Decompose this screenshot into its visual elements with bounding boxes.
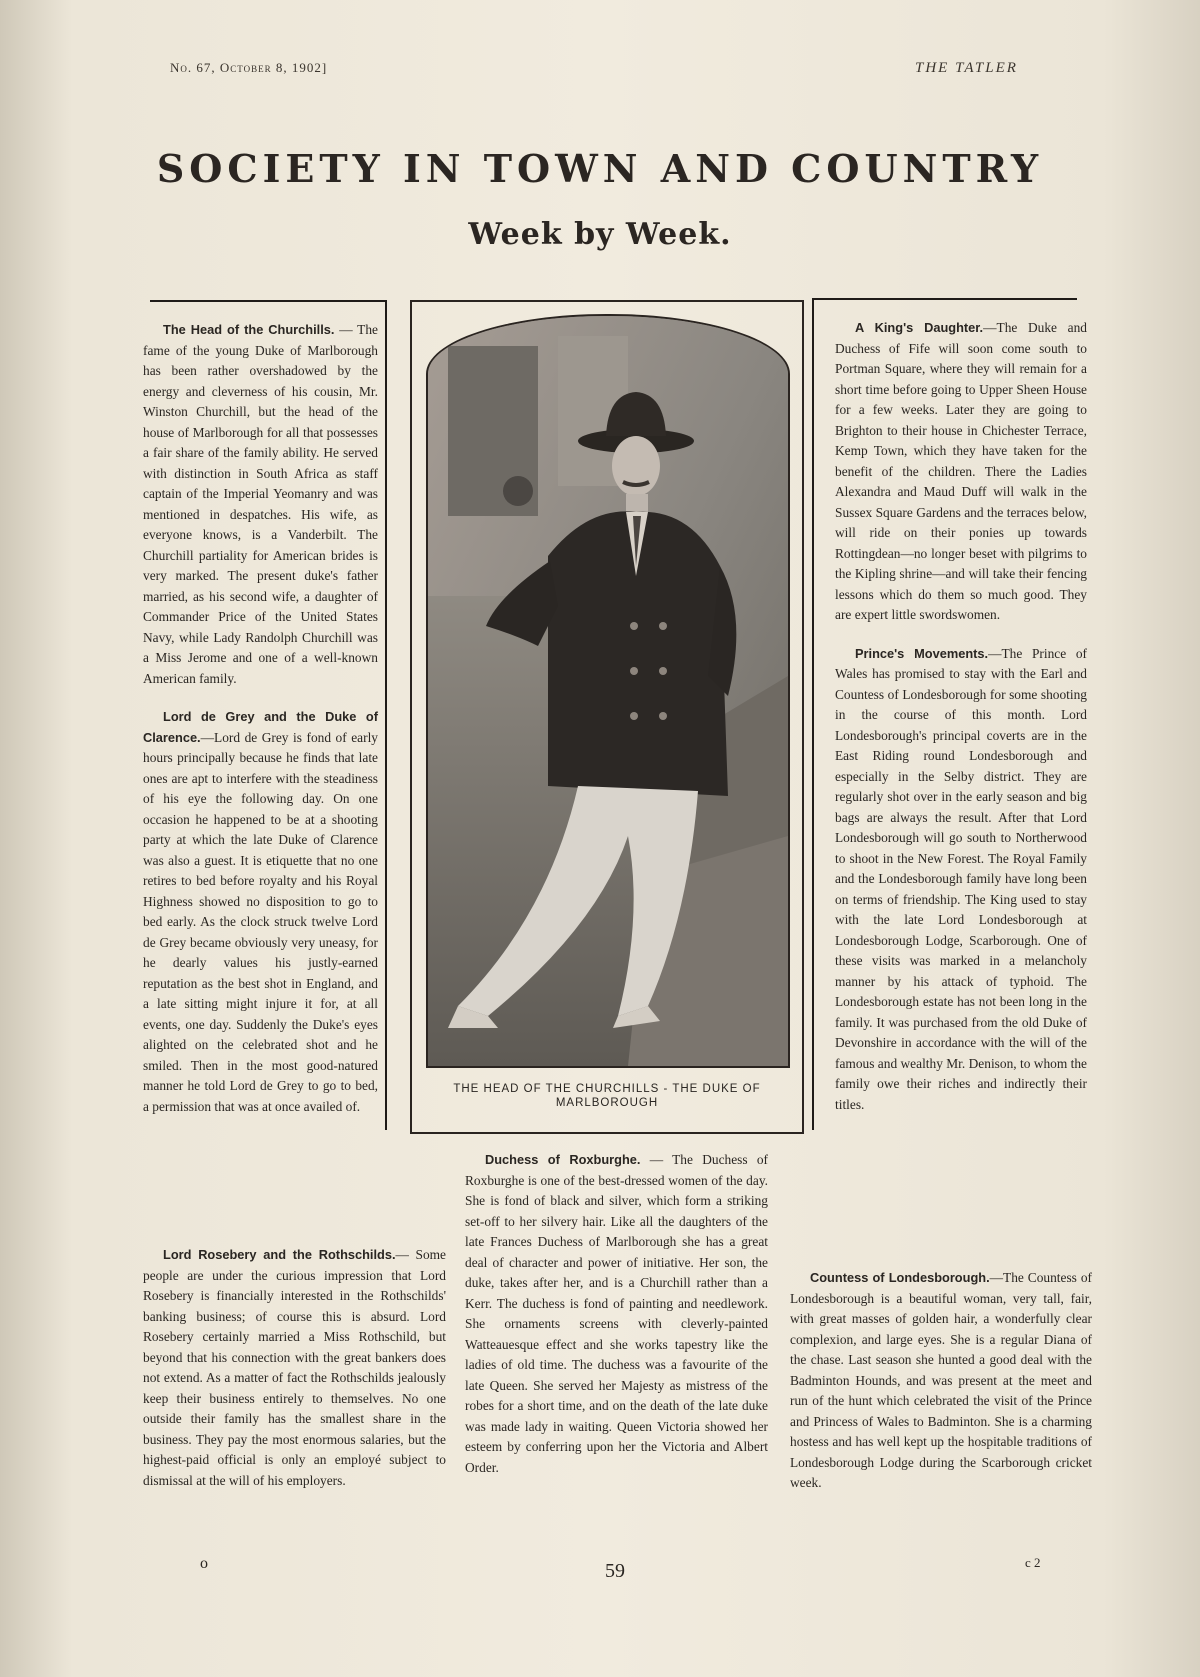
column-right-upper <box>835 318 1087 1133</box>
photo-caption: THE HEAD OF THE CHURCHILLS - THE DUKE OF MARLBOROUGH <box>453 1083 761 1109</box>
article-body: — The fame of the young Duke of Marlborough has been rather overshadowed by the energy and cleverness of his cousin, Mr. Winston Churchill, but the head of the house of Marlborough for all that possesses a fair share of the family ability. He served with distinction in South Africa as staff captain of the Imperial Yeomanry and was mentioned in despatches. His wife, as everyone knows, is a Vanderbilt. The Churchill partiality for American brides is very marked. The present duke's father married, as his second wife, a daughter of Commander Price of the United States Navy, while Lady Randolph Churchill was a Miss Jerome and one of a well-known American family. <box>143 322 378 686</box>
article-heading: Prince's Movements. <box>855 645 989 661</box>
duke-of-marlborough-photograph <box>426 314 790 1068</box>
article-heading: Duchess of Roxburghe. <box>485 1152 641 1167</box>
article-heading: Lord de Grey and the Duke of Clarence. <box>143 709 378 745</box>
column-right-lower <box>790 1268 1092 1512</box>
issue-line: No. 67, October 8, 1902] <box>170 60 328 75</box>
page-subtitle: Week by Week. <box>468 217 732 252</box>
article-heading: Countess of Londesborough. <box>810 1270 990 1285</box>
publication-name: THE TATLER <box>915 60 1018 76</box>
article-duchess-roxburghe <box>465 1150 768 1478</box>
article-countess-londesborough <box>790 1268 1092 1494</box>
footer-mark-left: o <box>200 1555 208 1572</box>
article-heading: Lord Rosebery and the Rothschilds. <box>163 1247 396 1262</box>
article-princes-movements <box>835 644 1087 1116</box>
article-body: — Some people are under the curious impression that Lord Rosebery is financially interested in the Rothschilds' banking business; of course this is absurd. Lord Rosebery certainly married a Miss Rothschild, but beyond that his connection with the great bankers does not extend. As a matter of fact the Rothschilds jealously keep their business entirely to themselves. No one outside their family has the smallest share in the business. They pay the most enormous salaries, but the highest-paid official is only an employé subject to dismissal at the will of his employers. <box>143 1247 446 1488</box>
article-body: —The Countess of Londesborough is a beautiful woman, very tall, fair, with great masses of golden hair, a wonderfully clear complexion, and large eyes. She is a regular Diana of the chase. Last season she hunted a good deal with the Badminton Hounds, and was present at the meet and run of the hunt which celebrated the visit of the Prince and Princess of Wales to Badminton. She is a charming hostess and has well kept up the hospitable traditions of Londesborough Lodge during the Scarborough cricket week. <box>790 1270 1092 1490</box>
article-body: — The Duchess of Roxburghe is one of the best-dressed women of the day. She is fond of black and silver, which form a striking set-off to her silvery hair. Like all the daughters of the late Frances Duchess of Marlborough she has a great deal of character and power of initiative. Her son, the duke, takes after her, and is a Churchill rather than a Kerr. The duchess is fond of painting and needlework. She ornaments screens with cleverly-painted Watteauesque effect and she works tapestry like the ladies of old time. The duchess was a favourite of the late Queen. She served her Majesty as mistress of the robes for a short time, and on the death of the late duke was made lady in waiting. Queen Victoria showed her esteem by conferring upon her the Victoria and Albert Order. <box>465 1152 768 1475</box>
article-heading: The Head of the Churchills. <box>163 322 335 337</box>
article-body: —The Prince of Wales has promised to stay with the Earl and Countess of Londesborough for some shooting in the course of this month. Lord Londesborough's principal coverts are in the East Riding round Londesborough and especially in the Selby district. They are regularly shot over in the early season and big bags are always the result. After that Lord Londesborough will go south to Northerwood to shoot in the New Forest. The Royal Family and the Londesborough family have long been on terms of friendship. The King used to stay with the late Lord Londesborough at Londesborough Lodge, Scarborough. One of these visits was marked in a melancholy manner by his attack of typhoid. The Londesborough estate has not been long in the family. It was purchased from the old Duke of Devonshire in accordance with the will of the famous and wealthy Mr. Denison, to whom the family owe their riches and indirectly their titles. <box>835 645 1087 1112</box>
column-center-lower <box>465 1150 768 1496</box>
portrait-illustration <box>428 316 788 1066</box>
article-rosebery-rothschilds <box>143 1245 446 1491</box>
column-left <box>143 320 378 1135</box>
article-heading: A King's Daughter. <box>855 320 984 335</box>
page-number: 59 <box>605 1560 625 1582</box>
column-rule-top-left-h <box>150 300 387 302</box>
article-head-of-churchills <box>143 320 378 689</box>
article-lord-de-grey <box>143 707 378 1117</box>
photo-frame <box>410 300 804 1134</box>
column-rule-right-vertical <box>812 298 814 1130</box>
column-rule-top-right <box>812 298 1077 300</box>
signature-mark: c 2 <box>1025 1555 1041 1570</box>
column-left-lower <box>143 1245 446 1509</box>
article-body: —Lord de Grey is fond of early hours principally because he finds that late ones are apt to interfere with the steadiness of his eye the following day. On one occasion he happened to be at a shooting party at which the late Duke of Clarence was also a guest. It is etiquette that no one retires to bed before royalty and his Royal Highness showed no disposition to go to bed early. As the clock struck twelve Lord de Grey became obviously very uneasy, for he dearly values his justly-earned reputation as the best shot in England, and a late sitting might injure it for, at all events, one day. Suddenly the Duke's eyes alighted on the celebrated shot and he smiled. Then in the most good-natured manner he told Lord de Grey to go to bed, a permission that was at once availed of. <box>143 729 378 1114</box>
article-body: —The Duke and Duchess of Fife will soon come south to Portman Square, where they will remain for a short time before going to Upper Sheen House for a few weeks. Later they are going to Brighton to their house in Chichester Terrace, Kemp Town, which they have taken for the benefit of the children. There the Ladies Alexandra and Maud Duff will walk in the Sussex Square Gardens and the terraces below, will ride on their ponies up towards Rottingdean—no longer beset with pilgrims to the Kipling shrine—and will take their fencing lessons which do them so much good. They are expert little swordswomen. <box>835 320 1087 622</box>
page-title: SOCIETY IN TOWN AND COUNTRY <box>156 146 1044 191</box>
column-rule-top-left <box>385 300 387 1130</box>
article-kings-daughter <box>835 318 1087 626</box>
